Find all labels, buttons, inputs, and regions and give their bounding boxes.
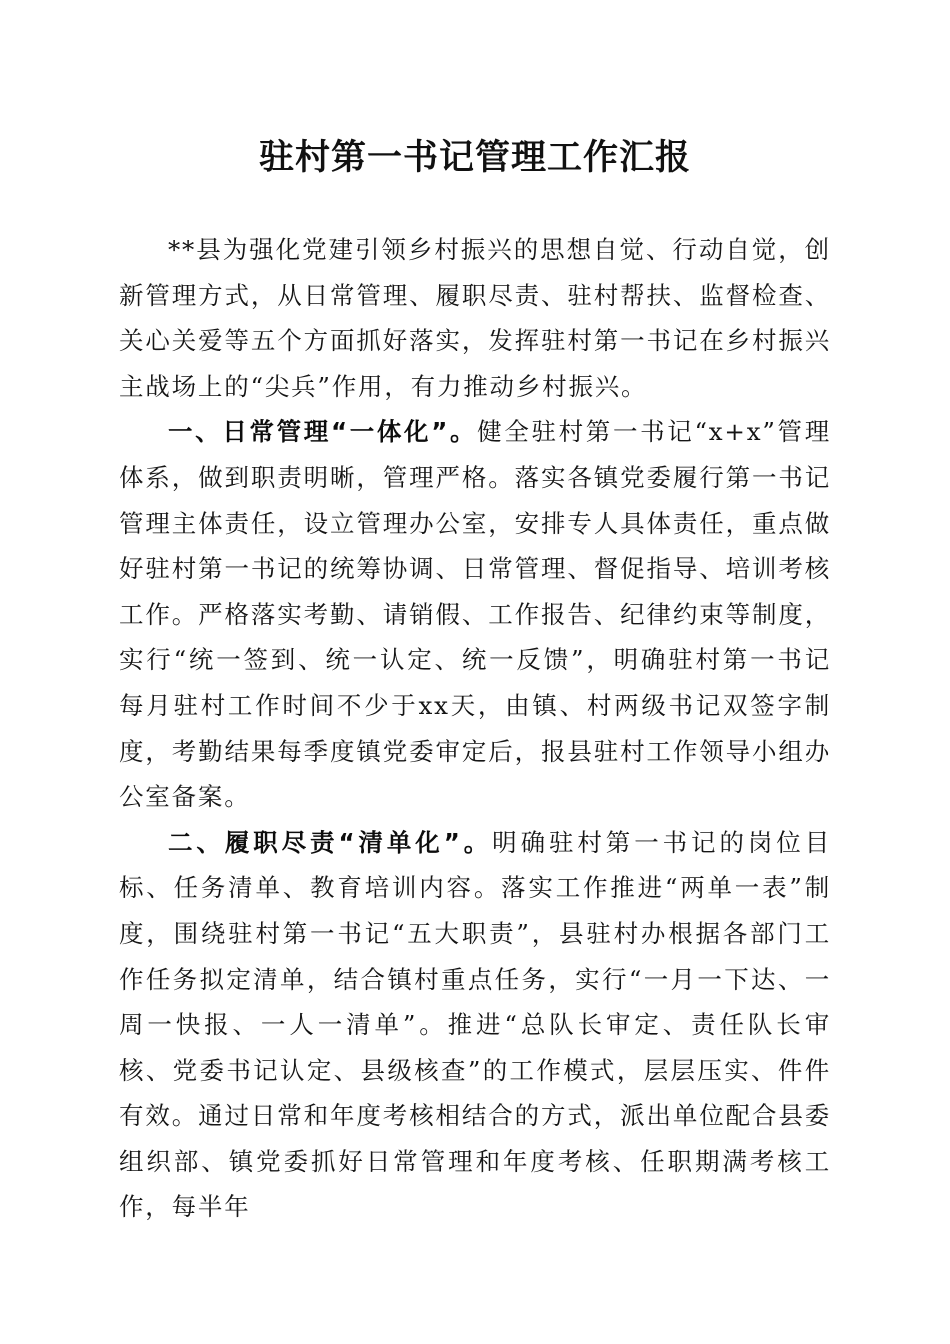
section-heading-2: 二、履职尽责“清单化”。 bbox=[168, 827, 493, 857]
section-paragraph-2 bbox=[119, 820, 831, 1230]
section-text-1: 健全驻村第一书记“x+x”管理体系，做到职责明晰，管理严格。落实各镇党委履行第一书记管理主体责任，设立管理办公室，安排专人具体责任，重点做好驻村第一书记的统筹协调、日常管理、督促指导、培训考核工作。严格落实考勤、请销假、工作报告、纪律约束等制度，实行“统一签到、统一认定、统一反馈”，明确驻村第一书记每月驻村工作时间不少于xx天，由镇、村两级书记双签字制度，考勤结果每季度镇党委审定后，报县驻村工作领导小组办公室备案。 bbox=[119, 417, 831, 812]
section-text-2: 明确驻村第一书记的岗位目标、任务清单、教育培训内容。落实工作推进“两单一表”制度，围绕驻村第一书记“五大职责”，县驻村办根据各部门工作任务拟定清单，结合镇村重点任务，实行“一月一下达、一周一快报、一人一清单”。推进“总队长审定、责任队长审核、党委书记认定、县级核查”的工作模式，层层压实、件件有效。通过日常和年度考核相结合的方式，派出单位配合县委组织部、镇党委抓好日常管理和年度考核、任职期满考核工作，每半年 bbox=[119, 827, 831, 1222]
document-title: 驻村第一书记管理工作汇报 bbox=[258, 137, 691, 178]
document-body bbox=[119, 227, 831, 1230]
section-paragraph-1 bbox=[119, 409, 831, 819]
intro-paragraph: **县为强化党建引领乡村振兴的思想自觉、行动自觉，创新管理方式，从日常管理、履职尽责、驻村帮扶、监督检查、关心关爱等五个方面抓好落实，发挥驻村第一书记在乡村振兴主战场上的“尖兵”作用，有力推动乡村振兴。 bbox=[119, 235, 831, 401]
section-heading-1: 一、日常管理“一体化”。 bbox=[168, 417, 478, 447]
